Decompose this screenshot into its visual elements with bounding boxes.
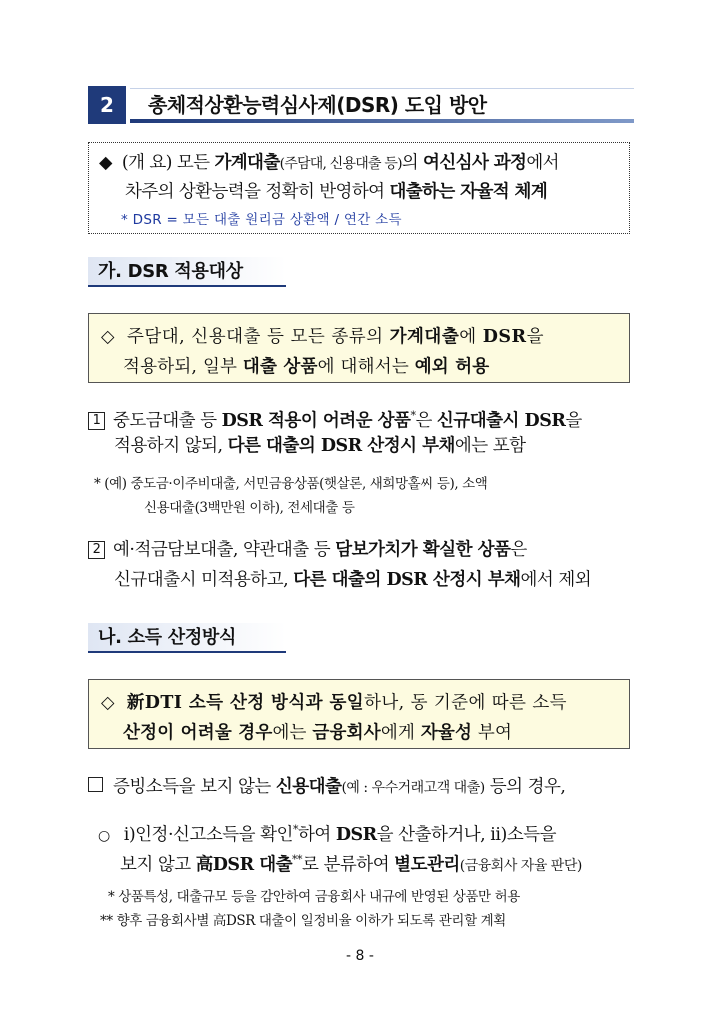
summary-a-line-2: 적용하되, 일부 대출 상품에 대해서는 예외 허용: [123, 357, 490, 377]
item-2-line-1: 2 예·적금담보대출, 약관대출 등 담보가치가 확실한 상품은: [88, 535, 527, 565]
sub-item-line-1: ○ i)인정·신고소득을 확인*하여 DSR을 산출하거나, ii)소득을: [98, 823, 557, 845]
summary-b-line-2: 산정이 어려울 경우에는 금융회사에게 자율성 부여: [123, 723, 513, 743]
circle-bullet-icon: ○: [98, 827, 110, 844]
item-2-line-2: 신규대출시 미적용하고, 다른 대출의 DSR 산정시 부채에서 제외: [114, 570, 592, 590]
number-box-2: 2: [88, 541, 105, 559]
summary-b-line-1: ◇ 新DTI 소득 산정 방식과 동일하나, 동 기준에 따른 소득: [101, 693, 567, 713]
subheading-b: 나. 소득 산정방식: [88, 623, 286, 653]
footnote-1: * 상품특성, 대출규모 등을 감안하여 금융회사 내규에 반영된 상품만 허용: [108, 889, 520, 905]
summary-box-b: [88, 679, 630, 749]
item-1-line-2: 적용하지 않되, 다른 대출의 DSR 산정시 부채에는 포함: [114, 436, 526, 456]
diamond-bullet-icon: ◆: [99, 153, 112, 173]
item-1-line-1: 1 중도금대출 등 DSR 적용이 어려운 상품*은 신규대출시 DSR을: [88, 401, 582, 436]
overview-box: [88, 142, 630, 234]
summary-a-line-1: ◇ 주담대, 신용대출 등 모든 종류의 가계대출에 DSR을: [101, 327, 544, 347]
item-b-line: 증빙소득을 보지 않는 신용대출(예 : 우수거래고객 대출) 등의 경우,: [88, 772, 566, 803]
subheading-a: 가. DSR 적용대상: [88, 257, 286, 287]
square-bullet-icon: [88, 777, 103, 792]
page-number: - 8 -: [346, 948, 374, 964]
item-1-note-line-1: * (예) 중도금·이주비대출, 서민금융상품(햇살론, 새희망홀씨 등), 소액: [94, 476, 488, 492]
number-box-1: 1: [88, 412, 105, 430]
diamond-outline-icon: ◇: [101, 327, 115, 347]
summary-box-a: [88, 313, 630, 383]
overview-line-1: ◆ (개 요) 모든 가계대출(주담대, 신용대출 등)의 여신심사 과정에서: [99, 153, 559, 173]
section-number: 2: [88, 86, 126, 124]
diamond-outline-icon: ◇: [101, 693, 115, 713]
item-1-note-line-2: 신용대출(3백만원 이하), 전세대출 등: [144, 500, 355, 516]
overview-line-2: 차주의 상환능력을 정확히 반영하여 대출하는 자율적 체계: [125, 182, 548, 202]
section-title: 총체적상환능력심사제(DSR) 도입 방안: [148, 93, 487, 117]
overview-note: * DSR = 모든 대출 원리금 상환액 / 연간 소득: [121, 212, 402, 228]
sub-item-line-2: 보지 않고 高DSR 대출**로 분류하여 별도관리(금융회사 자율 판단): [120, 853, 582, 875]
section-underline: [130, 119, 634, 123]
footnote-2: ** 향후 금융회사별 高DSR 대출이 일정비율 이하가 되도록 관리할 계획: [100, 913, 506, 929]
